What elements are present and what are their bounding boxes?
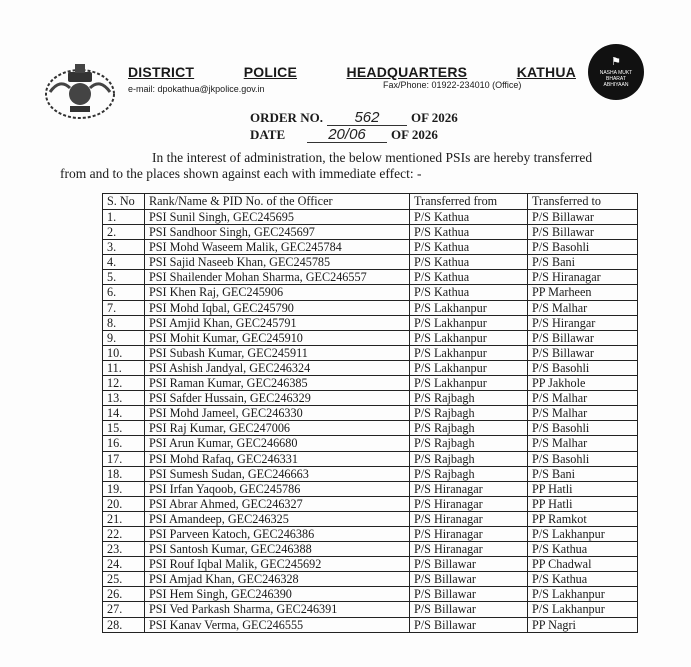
date-label: DATE	[250, 127, 286, 142]
table-row	[103, 436, 638, 451]
cell-to: P/S Basohli	[528, 360, 638, 375]
cell-officer: PSI Kanav Verma, GEC246555	[145, 617, 410, 632]
transfer-table	[102, 193, 638, 633]
cell-from: P/S Hiranagar	[410, 481, 528, 496]
cell-to: P/S Malhar	[528, 436, 638, 451]
cell-to: P/S Billawar	[528, 225, 638, 240]
table-row	[103, 557, 638, 572]
date-year: OF 2026	[391, 127, 438, 142]
date-value: 20/06	[307, 127, 387, 143]
letterhead-title	[128, 64, 576, 80]
cell-sno: 25.	[103, 572, 145, 587]
cell-officer: PSI Amjid Khan, GEC245791	[145, 315, 410, 330]
cell-officer: PSI Arun Kumar, GEC246680	[145, 436, 410, 451]
letterhead-email: e-mail: dpokathua@jkpolice.gov.in	[128, 84, 265, 94]
table-row	[103, 602, 638, 617]
cell-from: P/S Rajbagh	[410, 436, 528, 451]
cell-to: PP Marheen	[528, 285, 638, 300]
cell-to: P/S Malhar	[528, 300, 638, 315]
cell-to: P/S Hirangar	[528, 315, 638, 330]
table-row	[103, 225, 638, 240]
cell-from: P/S Rajbagh	[410, 421, 528, 436]
table-row	[103, 526, 638, 541]
cell-sno: 8.	[103, 315, 145, 330]
cell-officer: PSI Ashish Jandyal, GEC246324	[145, 360, 410, 375]
cell-to: P/S Hiranagar	[528, 270, 638, 285]
cell-to: P/S Lakhanpur	[528, 587, 638, 602]
cell-sno: 2.	[103, 225, 145, 240]
intro-paragraph	[60, 150, 650, 182]
header-sno: S. No	[103, 194, 145, 210]
cell-from: P/S Rajbagh	[410, 451, 528, 466]
badge-line-3: ABHIYAAN	[603, 81, 629, 88]
cell-to: P/S Lakhanpur	[528, 526, 638, 541]
cell-to: P/S Malhar	[528, 406, 638, 421]
cell-sno: 23.	[103, 542, 145, 557]
table-row	[103, 315, 638, 330]
cell-officer: PSI Mohd Jameel, GEC246330	[145, 406, 410, 421]
cell-sno: 21.	[103, 511, 145, 526]
cell-officer: PSI Santosh Kumar, GEC246388	[145, 542, 410, 557]
order-number: 562	[327, 110, 407, 126]
table-row	[103, 240, 638, 255]
table-row	[103, 210, 638, 225]
header-to: Transferred to	[528, 194, 638, 210]
cell-to: P/S Billawar	[528, 210, 638, 225]
cell-from: P/S Kathua	[410, 285, 528, 300]
nasha-mukt-badge-icon: ⚑ NASHA MUKT BHARAT ABHIYAAN	[588, 44, 644, 100]
order-block	[250, 109, 458, 143]
cell-sno: 20.	[103, 496, 145, 511]
table-row	[103, 572, 638, 587]
cell-from: P/S Billawar	[410, 572, 528, 587]
cell-from: P/S Kathua	[410, 225, 528, 240]
cell-to: P/S Billawar	[528, 330, 638, 345]
order-label: ORDER NO.	[250, 110, 323, 125]
cell-officer: PSI Safder Hussain, GEC246329	[145, 391, 410, 406]
order-year: OF 2026	[410, 110, 458, 125]
table-row	[103, 391, 638, 406]
cell-officer: PSI Sandhoor Singh, GEC245697	[145, 225, 410, 240]
cell-officer: PSI Amandeep, GEC246325	[145, 511, 410, 526]
table-row	[103, 481, 638, 496]
police-emblem-icon	[40, 58, 120, 120]
cell-from: P/S Kathua	[410, 255, 528, 270]
cell-officer: PSI Shailender Mohan Sharma, GEC246557	[145, 270, 410, 285]
badge-line-1: NASHA MUKT	[599, 69, 633, 76]
cell-from: P/S Kathua	[410, 210, 528, 225]
table-row	[103, 330, 638, 345]
cell-from: P/S Kathua	[410, 240, 528, 255]
cell-to: PP Hatli	[528, 496, 638, 511]
cell-from: P/S Lakhanpur	[410, 300, 528, 315]
cell-from: P/S Lakhanpur	[410, 330, 528, 345]
title-word-police: POLICE	[243, 64, 298, 80]
cell-to: P/S Lakhanpur	[528, 602, 638, 617]
cell-officer: PSI Abrar Ahmed, GEC246327	[145, 496, 410, 511]
cell-to: PP Chadwal	[528, 557, 638, 572]
cell-officer: PSI Mohd Iqbal, GEC245790	[145, 300, 410, 315]
cell-officer: PSI Mohd Waseem Malik, GEC245784	[145, 240, 410, 255]
table-row	[103, 451, 638, 466]
cell-from: P/S Billawar	[410, 602, 528, 617]
table-row	[103, 587, 638, 602]
cell-from: P/S Lakhanpur	[410, 376, 528, 391]
cell-to: P/S Billawar	[528, 345, 638, 360]
cell-sno: 16.	[103, 436, 145, 451]
cell-sno: 26.	[103, 587, 145, 602]
cell-sno: 9.	[103, 330, 145, 345]
table-row	[103, 542, 638, 557]
cell-to: P/S Kathua	[528, 572, 638, 587]
table-row	[103, 300, 638, 315]
table-row	[103, 285, 638, 300]
cell-sno: 28.	[103, 617, 145, 632]
table-row	[103, 617, 638, 632]
title-word-headquarters: HEADQUARTERS	[346, 64, 468, 80]
cell-from: P/S Billawar	[410, 587, 528, 602]
cell-officer: PSI Parveen Katoch, GEC246386	[145, 526, 410, 541]
cell-officer: PSI Raj Kumar, GEC247006	[145, 421, 410, 436]
cell-sno: 15.	[103, 421, 145, 436]
cell-officer: PSI Khen Raj, GEC245906	[145, 285, 410, 300]
cell-officer: PSI Irfan Yaqoob, GEC245786	[145, 481, 410, 496]
cell-to: P/S Basohli	[528, 240, 638, 255]
cell-sno: 17.	[103, 451, 145, 466]
table-row	[103, 406, 638, 421]
cell-officer: PSI Hem Singh, GEC246390	[145, 587, 410, 602]
cell-officer: PSI Rouf Iqbal Malik, GEC245692	[145, 557, 410, 572]
table-row	[103, 466, 638, 481]
table-header-row	[103, 194, 638, 210]
table-row	[103, 360, 638, 375]
table-row	[103, 511, 638, 526]
cell-sno: 1.	[103, 210, 145, 225]
cell-to: PP Hatli	[528, 481, 638, 496]
cell-from: P/S Billawar	[410, 617, 528, 632]
cell-from: P/S Lakhanpur	[410, 345, 528, 360]
cell-officer: PSI Sajid Naseeb Khan, GEC245785	[145, 255, 410, 270]
cell-to: P/S Bani	[528, 466, 638, 481]
header-name: Rank/Name & PID No. of the Officer	[145, 194, 410, 210]
cell-sno: 18.	[103, 466, 145, 481]
cell-sno: 14.	[103, 406, 145, 421]
cell-sno: 7.	[103, 300, 145, 315]
cell-to: P/S Bani	[528, 255, 638, 270]
table-row	[103, 345, 638, 360]
letterhead-fax: Fax/Phone: 01922-234010 (Office)	[383, 80, 522, 90]
cell-from: P/S Hiranagar	[410, 496, 528, 511]
header-from: Transferred from	[410, 194, 528, 210]
cell-officer: PSI Mohit Kumar, GEC245910	[145, 330, 410, 345]
cell-sno: 12.	[103, 376, 145, 391]
cell-officer: PSI Raman Kumar, GEC246385	[145, 376, 410, 391]
table-row	[103, 496, 638, 511]
cell-officer: PSI Mohd Rafaq, GEC246331	[145, 451, 410, 466]
intro-line-1: In the interest of administration, the below mentioned PSIs are hereby transferred	[152, 150, 593, 165]
cell-sno: 27.	[103, 602, 145, 617]
cell-from: P/S Lakhanpur	[410, 315, 528, 330]
cell-from: P/S Rajbagh	[410, 391, 528, 406]
cell-officer: PSI Sumesh Sudan, GEC246663	[145, 466, 410, 481]
cell-officer: PSI Ved Parkash Sharma, GEC246391	[145, 602, 410, 617]
cell-to: PP Ramkot	[528, 511, 638, 526]
cell-from: P/S Rajbagh	[410, 466, 528, 481]
cell-sno: 19.	[103, 481, 145, 496]
cell-from: P/S Hiranagar	[410, 526, 528, 541]
cell-to: PP Nagri	[528, 617, 638, 632]
cell-sno: 22.	[103, 526, 145, 541]
cell-from: P/S Lakhanpur	[410, 360, 528, 375]
cell-from: P/S Kathua	[410, 270, 528, 285]
cell-to: P/S Malhar	[528, 391, 638, 406]
cell-sno: 5.	[103, 270, 145, 285]
cell-to: P/S Basohli	[528, 451, 638, 466]
title-word-district: DISTRICT	[128, 64, 195, 80]
cell-sno: 6.	[103, 285, 145, 300]
cell-from: P/S Hiranagar	[410, 511, 528, 526]
cell-sno: 11.	[103, 360, 145, 375]
table-row	[103, 421, 638, 436]
cell-sno: 13.	[103, 391, 145, 406]
cell-from: P/S Hiranagar	[410, 542, 528, 557]
intro-line-2: from and to the places shown against each with immediate effect: -	[60, 166, 422, 181]
cell-to: PP Jakhole	[528, 376, 638, 391]
badge-line-2: BHARAT	[606, 75, 626, 82]
cell-to: P/S Basohli	[528, 421, 638, 436]
cell-sno: 3.	[103, 240, 145, 255]
cell-to: P/S Kathua	[528, 542, 638, 557]
table-row	[103, 255, 638, 270]
cell-officer: PSI Sunil Singh, GEC245695	[145, 210, 410, 225]
cell-sno: 4.	[103, 255, 145, 270]
cell-officer: PSI Subash Kumar, GEC245911	[145, 345, 410, 360]
table-body	[103, 210, 638, 633]
title-word-kathua: KATHUA	[516, 64, 576, 80]
cell-sno: 24.	[103, 557, 145, 572]
cell-sno: 10.	[103, 345, 145, 360]
table-row	[103, 270, 638, 285]
cell-from: P/S Billawar	[410, 557, 528, 572]
cell-officer: PSI Amjad Khan, GEC246328	[145, 572, 410, 587]
cell-from: P/S Rajbagh	[410, 406, 528, 421]
table-row	[103, 376, 638, 391]
